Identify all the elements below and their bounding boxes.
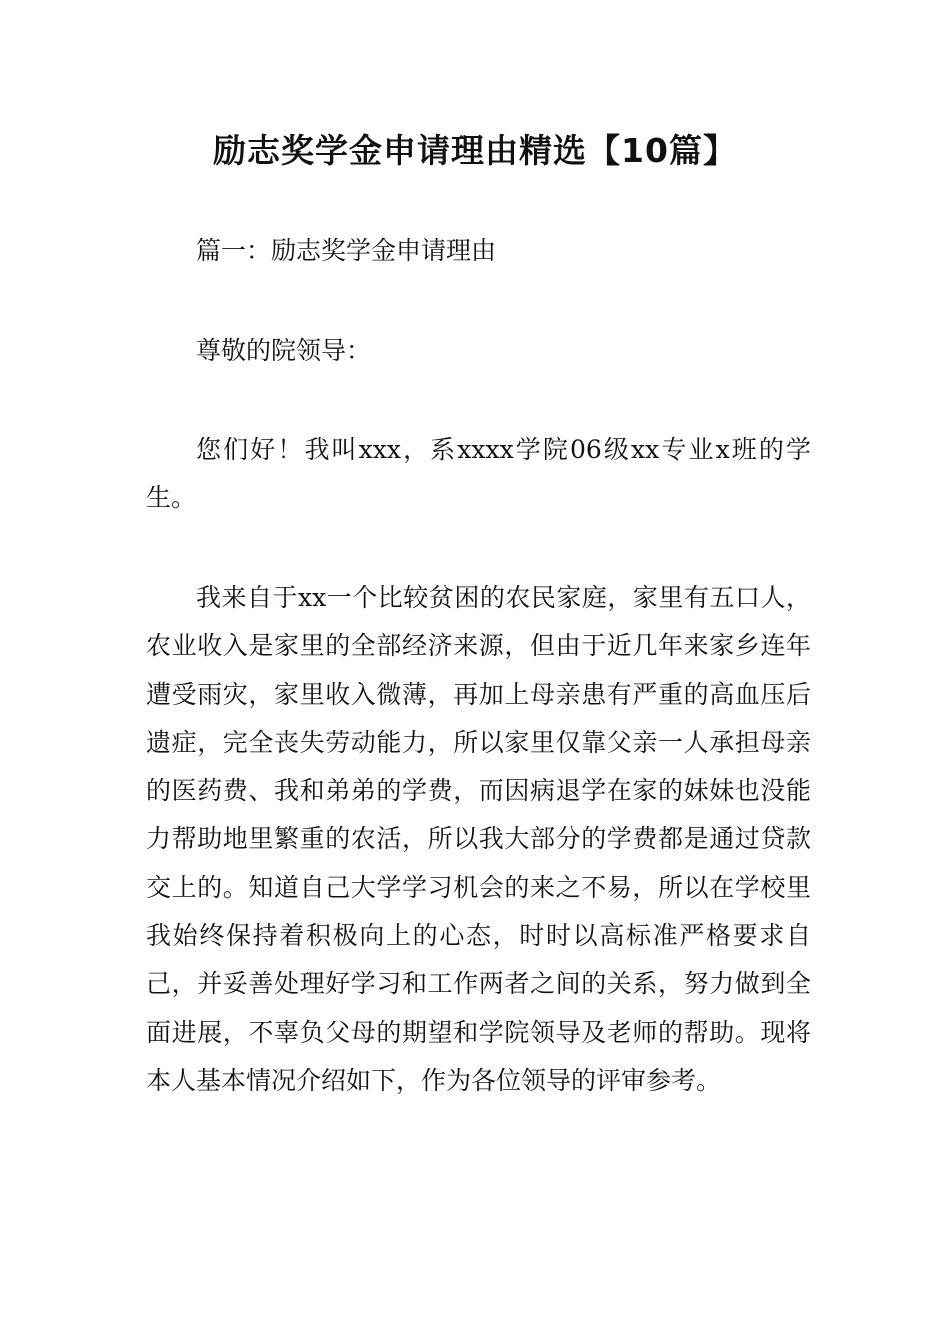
greeting-line: 尊敬的院领导： — [196, 336, 372, 365]
section-heading: 篇一：励志奖学金申请理由 — [196, 236, 497, 265]
intro-paragraph: 您们好！我叫xxx，系xxxx学院06级xx专业x班的学生。 — [146, 435, 811, 513]
body-paragraph: 我来自于xx一个比较贫困的农民家庭，家里有五口人，农业收入是家里的全部经济来源，但由于近几年来家乡连年遭受雨灾，家里收入微薄，再加上母亲患有严重的高血压后遗症，完全丧失劳动能力，所以家里仅靠父亲一人承担母亲的医药费、我和弟弟的学费，而因病退学在家的妹妹也没能力帮助地里繁重的农活，所以我大部分的学费都是通过贷款交上的。知道自己大学学习机会的来之不易，所以在学校里我始终保持着积极向上的心态，时时以高标准严格要求自己，并妥善处理好学习和工作两者之间的关系，努力做到全面进展，不辜负父母的期望和学院领导及老师的帮助。现将本人基本情况介绍如下，作为各位领导的评审参考。 — [146, 583, 811, 1095]
document-title: 励志奖学金申请理由精选【10篇】 — [213, 131, 737, 170]
